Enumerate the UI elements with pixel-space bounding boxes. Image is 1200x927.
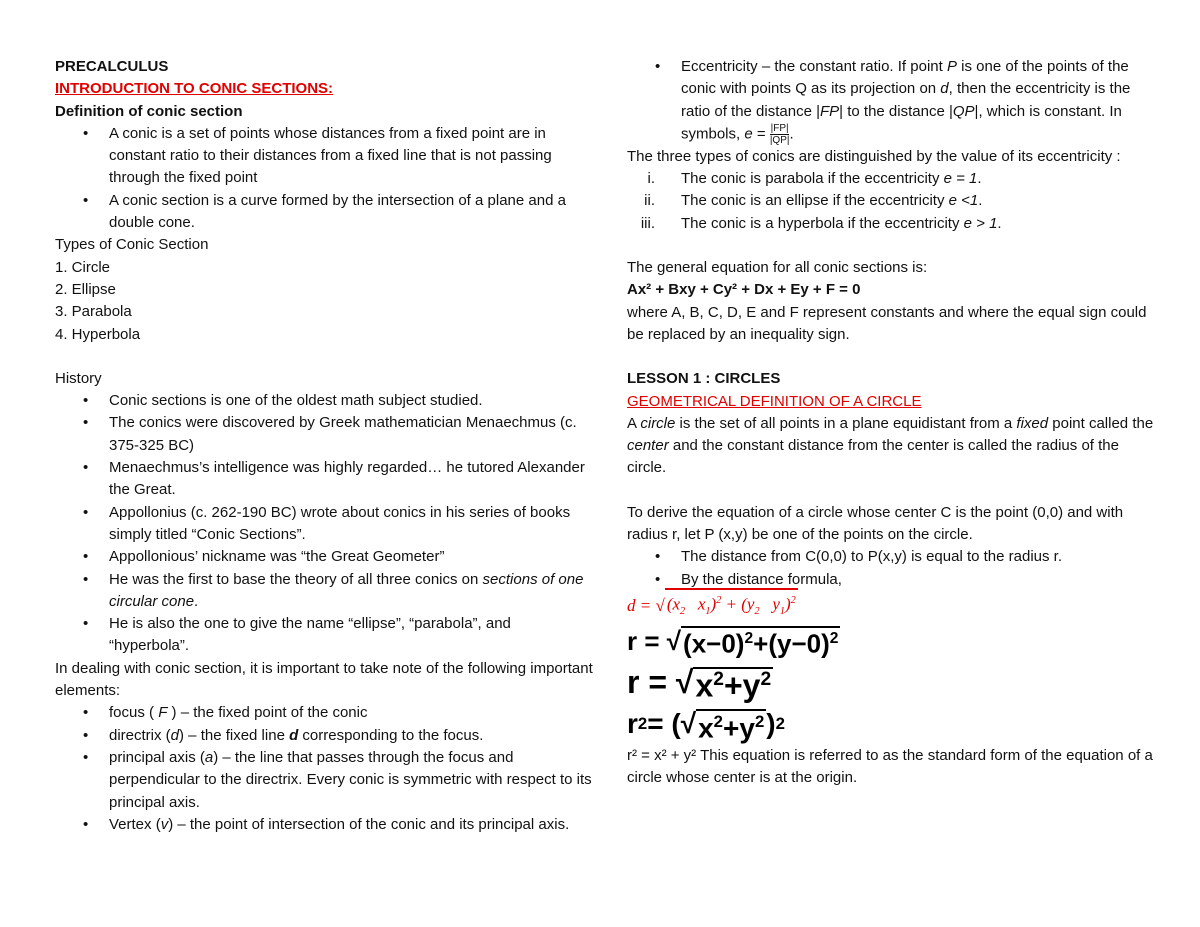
type-item: 4. Hyperbola <box>55 325 141 343</box>
eccentricity-list <box>627 56 1157 146</box>
general-intro: The general equation for all conic sections is: <box>627 259 928 277</box>
list-item: • Vertex (v) – the point of intersection of the conic and its principal axis. <box>55 814 595 836</box>
list-item: • directrix (d) – the fixed line d corresponding to the focus. <box>55 725 595 747</box>
type-item: 3. Parabola <box>55 303 132 321</box>
list-item: • Appollonius (c. 262-190 BC) wrote about conics in his series of books simply titled “Conic Sections”. <box>55 502 595 547</box>
types-heading: Types of Conic Section <box>55 236 209 254</box>
eccentricity-fraction: $\frac{|FP|}{|QP|}$ <box>769 122 790 146</box>
radius-simplified-image: r = √ $x^2+y^2$ <box>627 663 772 704</box>
radius-formula-image: r = √ $(x-0)^2+(y-0)^2$ <box>627 625 839 660</box>
distance-formula-image: d = √ ($x_2$ $x_1)^2 + (y_2$ $y_1)^2$ <box>627 591 1157 621</box>
list-item-italic: sections of one circular cone <box>109 570 584 610</box>
list-item-text: He was the first to base the theory of all three conics on <box>109 570 479 588</box>
geometric-definition-heading: GEOMETRICAL DEFINITION OF A CIRCLE <box>627 392 922 410</box>
list-item: • Eccentricity – the constant ratio. If point P is one of the points of the conic with points Q as its projection on d, then the eccentricity is the ratio of the distance |FP| to the distance |QP|, which is constant. In symbols, e = $\frac{|FP|}{|QP|}$ . <box>627 56 1157 146</box>
list-item: • Conic sections is one of the oldest math subject studied. <box>55 390 595 412</box>
course-title: PRECALCULUS <box>55 58 169 75</box>
history-heading: History <box>55 369 102 387</box>
type-item: 2. Ellipse <box>55 280 116 298</box>
derive-text: To derive the equation of a circle whose center C is the point (0,0) and with radius r, let P (x,y) be one of the points on the circle. <box>627 503 1124 544</box>
elements-intro: In dealing with conic section, it is important to take note of the following important elements: <box>55 659 593 700</box>
list-item: • The distance from C(0,0) to P(x,y) is equal to the radius r. <box>627 546 1157 568</box>
right-column <box>627 56 1157 790</box>
list-item: • The conics were discovered by Greek mathematician Menaechmus (c. 375-325 BC) <box>55 412 595 457</box>
left-column <box>55 56 595 836</box>
three-types-text: The three types of conics are distinguished by the value of its eccentricity : <box>627 147 1121 165</box>
derive-list <box>627 546 1157 591</box>
list-item: • By the distance formula, <box>627 569 1157 591</box>
general-note: where A, B, C, D, E and F represent constants and where the equal sign could be replaced by an inequality sign. <box>627 303 1147 343</box>
list-item: • A conic is a set of points whose distances from a fixed point are in constant ratio to their distances from a fixed line that is not passing through the fixed point <box>55 123 595 190</box>
list-item: ii. The conic is an ellipse if the eccentricity e <1. <box>644 192 983 210</box>
list-item: iii. The conic is a hyperbola if the eccentricity e > 1. <box>640 214 1002 232</box>
list-item: • He was the first to base the theory of all three conics on sections of one circular cone. <box>55 569 595 614</box>
definition-list <box>55 123 595 234</box>
definition-heading: Definition of conic section <box>55 102 243 120</box>
standard-form-text: r² = x² + y² This equation is referred to as the standard form of the equation of a circle whose center is at the origin. <box>627 746 1153 787</box>
list-item: • Menaechmus’s intelligence was highly regarded… he tutored Alexander the Great. <box>55 457 595 502</box>
list-item: • focus ( F ) – the fixed point of the conic <box>55 702 595 724</box>
elements-list <box>55 702 595 836</box>
list-item: • Appollonious’ nickname was “the Great Geometer” <box>55 546 595 568</box>
history-list <box>55 390 595 658</box>
list-item: i. The conic is parabola if the eccentricity e = 1. <box>647 170 982 188</box>
intro-heading: INTRODUCTION TO CONIC SECTIONS: <box>55 80 334 98</box>
list-item: • He is also the one to give the name “ellipse”, “parabola”, and “hyperbola”. <box>55 613 595 658</box>
list-item: • principal axis (a) – the line that passes through the focus and perpendicular to the directrix. Every conic is symmetric with respect to its principal axis. <box>55 747 595 814</box>
lesson-heading: LESSON 1 : CIRCLES <box>627 370 781 388</box>
radius-squared-image: r 2 = (√ $x^2+y^2$ ) 2 <box>627 707 785 743</box>
circle-definition: A circle is the set of all points in a plane equidistant from a fixed point called the center and the constant distance from the center is called the radius of the circle. <box>627 414 1154 477</box>
list-item: • A conic section is a curve formed by the intersection of a plane and a double cone. <box>55 190 595 235</box>
general-equation: Ax² + Bxy + Cy² + Dx + Ey + F = 0 <box>627 281 861 299</box>
eccentricity-cases <box>627 168 1157 235</box>
type-item: 1. Circle <box>55 258 111 276</box>
